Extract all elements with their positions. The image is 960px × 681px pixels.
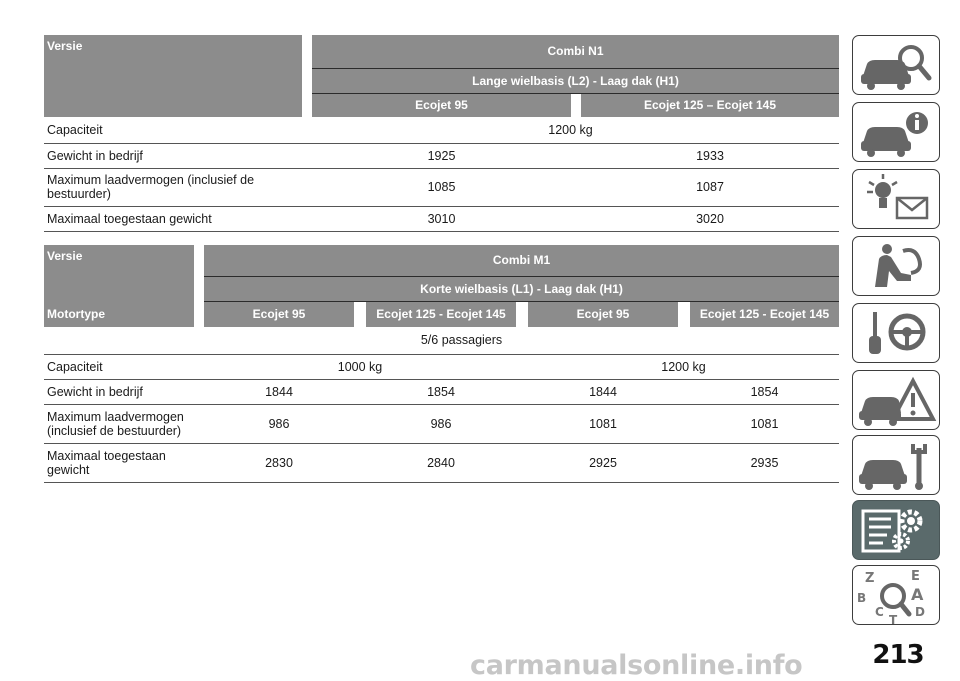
cell-value: 1925 bbox=[312, 143, 571, 168]
cell-value: 1085 bbox=[312, 168, 571, 206]
tab-car-info[interactable] bbox=[852, 102, 940, 162]
cell-value: 2925 bbox=[528, 443, 678, 482]
cell-value: 3010 bbox=[312, 206, 571, 231]
key-steering-wheel-icon bbox=[853, 304, 939, 362]
row-label: Gewicht in bedrijf bbox=[44, 143, 302, 168]
tab-car-warning[interactable] bbox=[852, 370, 940, 430]
index-letter: C bbox=[875, 605, 884, 619]
row-label: Maximaal toegestaan gewicht bbox=[44, 206, 302, 231]
index-letter: A bbox=[911, 585, 924, 604]
table-row bbox=[44, 443, 839, 482]
car-search-icon bbox=[853, 36, 939, 94]
tab-specs[interactable] bbox=[852, 500, 940, 560]
table-row bbox=[44, 168, 839, 206]
cell-value: 2935 bbox=[690, 443, 839, 482]
index-letter: E bbox=[911, 569, 920, 584]
cell-value: 1933 bbox=[581, 143, 839, 168]
tab-car-search[interactable] bbox=[852, 35, 940, 95]
engine-header: Ecojet 125 - Ecojet 145 bbox=[366, 301, 516, 327]
car-warning-triangle-icon bbox=[853, 371, 939, 429]
table-row bbox=[44, 327, 839, 354]
cell-value: 3020 bbox=[581, 206, 839, 231]
row-label: Capaciteit bbox=[44, 117, 302, 143]
cell-value: 1200 kg bbox=[302, 117, 839, 143]
table-row bbox=[44, 379, 839, 404]
model-header: Combi N1 bbox=[312, 35, 839, 68]
tab-warning-lights[interactable] bbox=[852, 169, 940, 229]
cell-value: 1854 bbox=[366, 379, 516, 404]
engine-header: Ecojet 95 bbox=[312, 93, 571, 117]
watermark: carmanualsonline.info bbox=[470, 650, 803, 681]
alphabet-index-search-icon bbox=[853, 566, 939, 624]
engine-header: Ecojet 95 bbox=[528, 301, 678, 327]
cell-value: 1854 bbox=[690, 379, 839, 404]
cell-value: 1200 kg bbox=[528, 354, 839, 379]
config-header: Lange wielbasis (L2) - Laag dak (H1) bbox=[312, 68, 839, 93]
index-letter: T bbox=[889, 613, 898, 624]
versie-label: Versie bbox=[44, 35, 302, 117]
tab-key-steering[interactable] bbox=[852, 303, 940, 363]
cell-value: 986 bbox=[366, 404, 516, 443]
cell-value: 1844 bbox=[528, 379, 678, 404]
row-label: Maximum laadvermogen (inclusief de bestuurder) bbox=[44, 168, 302, 206]
cell-value: 2830 bbox=[204, 443, 354, 482]
cell-value: 1081 bbox=[528, 404, 678, 443]
engine-header: Ecojet 95 bbox=[204, 301, 354, 327]
cell-value: 1081 bbox=[690, 404, 839, 443]
seat-airbag-icon bbox=[853, 237, 939, 295]
index-letter: Z bbox=[865, 571, 875, 586]
car-info-icon bbox=[853, 103, 939, 161]
page-number: 213 bbox=[872, 640, 924, 670]
tab-car-maintenance[interactable] bbox=[852, 435, 940, 495]
cell-value: 986 bbox=[204, 404, 354, 443]
car-wrench-icon bbox=[853, 436, 939, 494]
specs-gears-icon bbox=[853, 501, 939, 559]
index-letter: D bbox=[915, 605, 925, 619]
table-row bbox=[44, 404, 839, 443]
index-letter: B bbox=[857, 591, 867, 605]
cell-value: 1844 bbox=[204, 379, 354, 404]
passengers-row: 5/6 passagiers bbox=[44, 327, 839, 354]
combi-n1-spec-table bbox=[44, 35, 839, 232]
config-header: Korte wielbasis (L1) - Laag dak (H1) bbox=[204, 276, 839, 301]
row-label: Capaciteit bbox=[44, 354, 194, 379]
cell-value: 2840 bbox=[366, 443, 516, 482]
table-row bbox=[44, 354, 839, 379]
cell-value: 1087 bbox=[581, 168, 839, 206]
motortype-label: Motortype bbox=[44, 301, 194, 327]
row-label: Gewicht in bedrijf bbox=[44, 379, 194, 404]
row-label: Maximaal toegestaan gewicht bbox=[44, 443, 194, 482]
table-row bbox=[44, 143, 839, 168]
model-header: Combi M1 bbox=[204, 245, 839, 276]
engine-header: Ecojet 125 - Ecojet 145 bbox=[690, 301, 839, 327]
tab-alphabetical-index[interactable] bbox=[852, 565, 940, 625]
tab-seat-airbag[interactable] bbox=[852, 236, 940, 296]
warning-light-envelope-icon bbox=[853, 170, 939, 228]
cell-value: 1000 kg bbox=[204, 354, 516, 379]
row-label: Maximum laadvermogen (inclusief de bestuurder) bbox=[44, 404, 194, 443]
table-row bbox=[44, 117, 839, 143]
table-row bbox=[44, 206, 839, 231]
versie-label: Versie bbox=[44, 245, 194, 301]
combi-m1-spec-table bbox=[44, 245, 839, 483]
engine-header: Ecojet 125 – Ecojet 145 bbox=[581, 93, 839, 117]
